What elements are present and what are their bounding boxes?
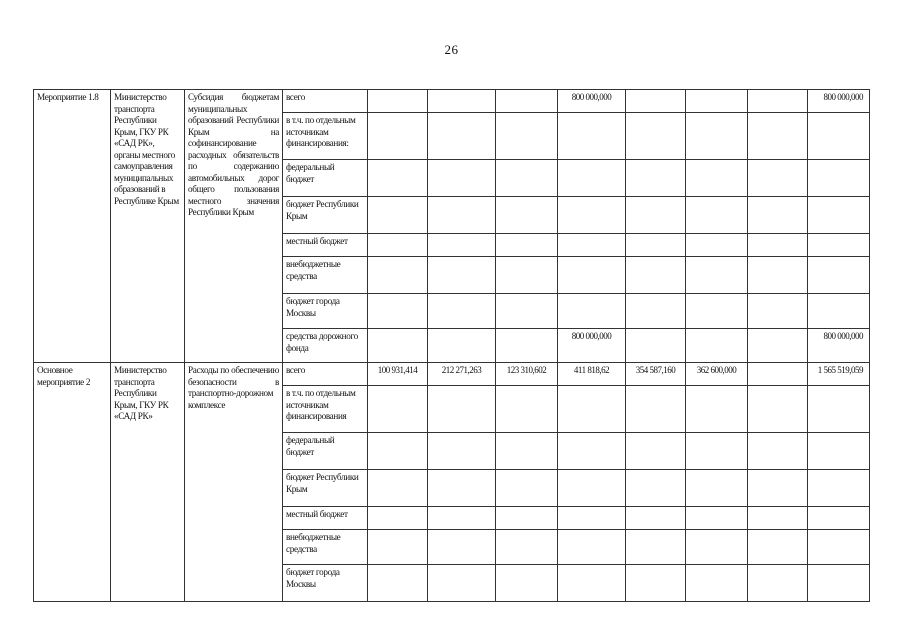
description-cell: Субсидия бюджетам муниципальных образований Республики Крым на софинансирование расходных обязательств по содержанию автомобильных дорог общего пользования местного значения Республики Крым (185, 90, 283, 363)
funding-source-cell: федеральный бюджет (283, 433, 368, 470)
amount-cell (368, 90, 428, 113)
table-body (34, 90, 870, 602)
amount-cell (368, 329, 428, 363)
amount-cell (808, 470, 870, 507)
funding-source-cell: средства дорожного фонда (283, 329, 368, 363)
amount-cell (428, 160, 496, 197)
amount-cell (748, 197, 808, 234)
funding-source-cell: в т.ч. по отдельным источникам финансирования: (283, 113, 368, 160)
amount-cell (496, 234, 558, 257)
amount-cell (496, 160, 558, 197)
amount-cell (686, 329, 748, 363)
funding-source-cell: бюджет Республики Крым (283, 470, 368, 507)
amount-cell (748, 507, 808, 530)
page-number: 26 (444, 42, 459, 57)
amount-cell (686, 160, 748, 197)
budget-table (33, 89, 870, 602)
amount-cell (428, 386, 496, 433)
executor-cell: Министерство транспорта Республики Крым, ГКУ РК «САД РК», органы местного самоуправления муниципальных образований в Республике Крым (111, 90, 185, 363)
amount-cell (808, 530, 870, 565)
amount-cell (808, 433, 870, 470)
amount-cell (558, 470, 626, 507)
funding-source-cell: в т.ч. по отдельным источникам финансирования (283, 386, 368, 433)
amount-cell (808, 197, 870, 234)
amount-cell (496, 329, 558, 363)
funding-source-cell: всего (283, 90, 368, 113)
amount-cell (496, 470, 558, 507)
amount-cell (748, 530, 808, 565)
description-cell: Расходы по обеспечению безопасности в транспортно-дорожном комплексе (185, 363, 283, 602)
amount-cell (686, 197, 748, 234)
amount-cell: 123 310,602 (496, 363, 558, 386)
table-row (34, 363, 870, 386)
amount-cell (626, 565, 686, 602)
amount-cell (368, 530, 428, 565)
amount-cell (626, 507, 686, 530)
amount-cell (428, 530, 496, 565)
amount-cell (496, 90, 558, 113)
amount-cell (558, 386, 626, 433)
funding-source-cell: внебюджетные средства (283, 530, 368, 565)
amount-cell (558, 507, 626, 530)
amount-cell (428, 113, 496, 160)
amount-cell (748, 90, 808, 113)
amount-cell (368, 234, 428, 257)
amount-cell (496, 294, 558, 329)
funding-source-cell: местный бюджет (283, 507, 368, 530)
amount-cell (558, 113, 626, 160)
amount-cell (428, 329, 496, 363)
amount-cell (368, 507, 428, 530)
activity-name-cell: Основное мероприятие 2 (34, 363, 111, 602)
amount-cell (748, 257, 808, 294)
amount-cell (626, 197, 686, 234)
amount-cell (808, 113, 870, 160)
amount-cell (368, 160, 428, 197)
amount-cell (558, 294, 626, 329)
amount-cell (558, 565, 626, 602)
amount-cell (496, 113, 558, 160)
amount-cell (748, 234, 808, 257)
amount-cell (558, 160, 626, 197)
amount-cell (748, 470, 808, 507)
amount-cell (558, 234, 626, 257)
amount-cell: 354 587,160 (626, 363, 686, 386)
amount-cell (428, 470, 496, 507)
amount-cell (748, 294, 808, 329)
amount-cell (626, 257, 686, 294)
amount-cell (428, 197, 496, 234)
amount-cell (626, 386, 686, 433)
amount-cell (748, 329, 808, 363)
amount-cell (558, 530, 626, 565)
amount-cell (686, 433, 748, 470)
amount-cell (626, 329, 686, 363)
amount-cell (428, 565, 496, 602)
amount-cell (748, 363, 808, 386)
amount-cell (626, 433, 686, 470)
amount-cell: 1 565 519,059 (808, 363, 870, 386)
amount-cell (626, 470, 686, 507)
amount-cell (808, 257, 870, 294)
amount-cell (686, 530, 748, 565)
amount-cell: 800 000,000 (808, 329, 870, 363)
amount-cell: 212 271,263 (428, 363, 496, 386)
amount-cell (496, 507, 558, 530)
executor-cell: Министерство транспорта Республики Крым, ГКУ РК «САД РК» (111, 363, 185, 602)
amount-cell (808, 565, 870, 602)
amount-cell: 362 600,000 (686, 363, 748, 386)
amount-cell (748, 386, 808, 433)
amount-cell (558, 197, 626, 234)
amount-cell (496, 257, 558, 294)
amount-cell (808, 294, 870, 329)
amount-cell (558, 433, 626, 470)
amount-cell (368, 565, 428, 602)
amount-cell (368, 257, 428, 294)
amount-cell (626, 234, 686, 257)
funding-source-cell: всего (283, 363, 368, 386)
amount-cell (368, 386, 428, 433)
funding-source-cell: бюджет города Москвы (283, 565, 368, 602)
amount-cell (686, 470, 748, 507)
amount-cell (496, 565, 558, 602)
amount-cell (428, 234, 496, 257)
amount-cell (748, 565, 808, 602)
amount-cell (428, 90, 496, 113)
amount-cell: 800 000,000 (808, 90, 870, 113)
amount-cell (368, 197, 428, 234)
funding-source-cell: федеральный бюджет (283, 160, 368, 197)
amount-cell (368, 433, 428, 470)
amount-cell: 800 000,000 (558, 90, 626, 113)
amount-cell (496, 197, 558, 234)
amount-cell (686, 257, 748, 294)
amount-cell (496, 386, 558, 433)
amount-cell: 800 000,000 (558, 329, 626, 363)
amount-cell (368, 113, 428, 160)
amount-cell (686, 90, 748, 113)
amount-cell (428, 294, 496, 329)
amount-cell (686, 565, 748, 602)
amount-cell (626, 294, 686, 329)
amount-cell (686, 234, 748, 257)
activity-name-cell: Мероприятие 1.8 (34, 90, 111, 363)
amount-cell (626, 160, 686, 197)
funding-source-cell: местный бюджет (283, 234, 368, 257)
amount-cell: 411 818,62 (558, 363, 626, 386)
amount-cell (808, 160, 870, 197)
amount-cell (686, 113, 748, 160)
amount-cell (808, 507, 870, 530)
amount-cell (626, 530, 686, 565)
funding-source-cell: бюджет города Москвы (283, 294, 368, 329)
amount-cell (626, 90, 686, 113)
amount-cell (368, 470, 428, 507)
amount-cell (686, 386, 748, 433)
funding-source-cell: бюджет Республики Крым (283, 197, 368, 234)
amount-cell (748, 113, 808, 160)
amount-cell (686, 294, 748, 329)
amount-cell (558, 257, 626, 294)
amount-cell (686, 507, 748, 530)
amount-cell (748, 433, 808, 470)
amount-cell (496, 433, 558, 470)
amount-cell (428, 433, 496, 470)
amount-cell (428, 257, 496, 294)
funding-source-cell: внебюджетные средства (283, 257, 368, 294)
amount-cell (496, 530, 558, 565)
amount-cell (808, 386, 870, 433)
table-row (34, 90, 870, 113)
amount-cell: 100 931,414 (368, 363, 428, 386)
amount-cell (428, 507, 496, 530)
amount-cell (748, 160, 808, 197)
amount-cell (808, 234, 870, 257)
amount-cell (626, 113, 686, 160)
amount-cell (368, 294, 428, 329)
